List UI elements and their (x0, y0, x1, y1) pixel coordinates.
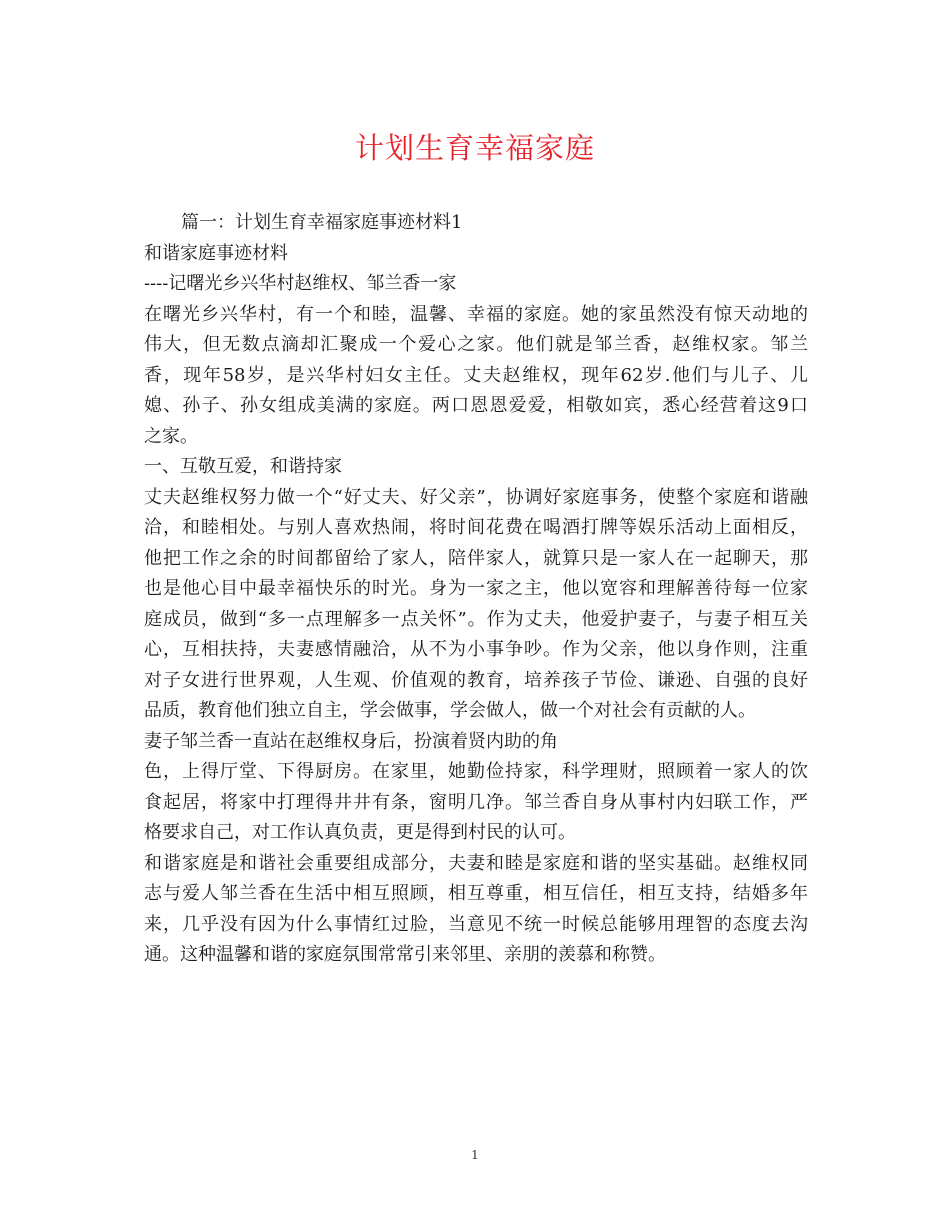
text-line: 洽，和睦相处。与别人喜欢热闹，将时间花费在喝酒打牌等娱乐活动上面相反， (144, 517, 808, 538)
text-line: 伟大，但无数点滴却汇聚成一个爱心之家。他们就是邹兰香，赵维权家。邹兰 (144, 334, 808, 355)
text-line: 和谐家庭是和谐社会重要组成部分，夫妻和睦是家庭和谐的坚实基础。赵维权同 (144, 852, 808, 874)
text-line: 他把工作之余的时间都留给了家人，陪伴家人，就算只是一家人在一起聊天，那 (144, 547, 808, 569)
section-heading: 一、互敬互爱，和谐持家 (144, 456, 342, 477)
text-line: 食起居，将家中打理得井井有条，窗明几净。邹兰香自身从事村内妇联工作，严 (144, 791, 808, 813)
document-title: 计划生育幸福家庭 (354, 131, 595, 165)
text-line: 之家。 (144, 425, 198, 447)
text-line: 媳、孙子、孙女组成美满的家庭。两口恩恩爱爱，相敬如宾，悉心经营着这9口 (144, 395, 808, 416)
byline: ----记曙光乡兴华村赵维权、邹兰香一家 (144, 273, 457, 294)
subheading: 和谐家庭事迹材料 (144, 242, 288, 264)
text-line: 在曙光乡兴华村，有一个和睦，温馨、幸福的家庭。她的家虽然没有惊天动地的 (144, 303, 808, 325)
text-line: 通。这种温馨和谐的家庭氛围常常引来邻里、亲朋的羡慕和称赞。 (144, 944, 666, 965)
text-line: 品质，教育他们独立自主，学会做事，学会做人，做一个对社会有贡献的人。 (144, 700, 756, 721)
text-line: 格要求自己，对工作认真负责，更是得到村民的认可。 (144, 822, 576, 843)
text-line: 妻子邹兰香一直站在赵维权身后，扮演着贤内助的角 (144, 730, 558, 752)
text-line: 丈夫赵维权努力做一个“好丈夫、好父亲”，协调好家庭事务，使整个家庭和谐融 (144, 486, 808, 508)
document-body (144, 208, 808, 971)
text-line: 志与爱人邹兰香在生活中相互照顾，相互尊重，相互信任，相互支持，结婚多年 (144, 883, 808, 904)
page-number: 1 (471, 1148, 479, 1162)
text-line: 香，现年58岁，是兴华村妇女主任。丈夫赵维权，现年62岁.他们与儿子、儿 (144, 364, 808, 386)
text-line: 也是他心目中最幸福快乐的时光。身为一家之主，他以宽容和理解善待每一位家 (144, 578, 808, 599)
text-line: 对子女进行世界观，人生观、价值观的教育，培养孩子节俭、谦逊、自强的良好 (144, 669, 808, 691)
section-heading: 篇一：计划生育幸福家庭事迹材料1 (181, 212, 463, 233)
text-line: 来，几乎没有因为什么事情红过脸，当意见不统一时候总能够用理智的态度去沟 (144, 913, 808, 935)
text-line: 庭成员，做到“多一点理解多一点关怀”。作为丈夫，他爱护妻子，与妻子相互关 (144, 608, 808, 630)
text-line: 心，互相扶持，夫妻感情融洽，从不为小事争吵。作为父亲，他以身作则，注重 (144, 639, 808, 660)
text-line: 色，上得厅堂、下得厨房。在家里，她勤俭持家，科学理财，照顾着一家人的饮 (144, 761, 808, 782)
